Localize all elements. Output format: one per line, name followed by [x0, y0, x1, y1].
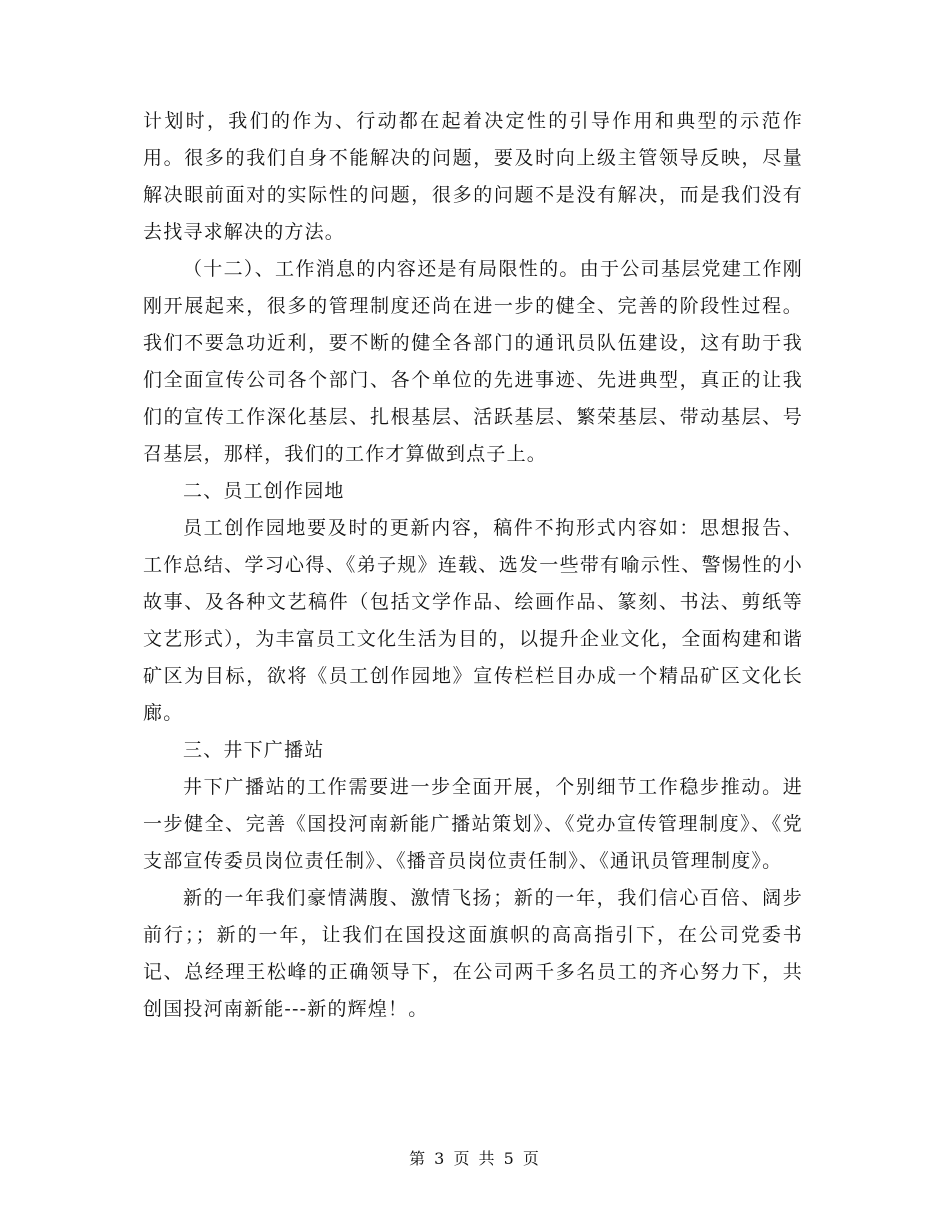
- section-heading-employee-creation: 二、员工创作园地: [183, 480, 345, 502]
- document-body: [143, 103, 803, 1028]
- section-heading-underground-broadcast: 三、井下广播站: [183, 739, 325, 761]
- paragraph-underground-broadcast: 井下广播站的工作需要进一步全面开展，个别细节工作稳步推动。进一步健全、完善《国投河南新能广播站策划》、《党办宣传管理制度》、《党支部宣传委员岗位责任制》、《播音员岗位责任制》、《通讯员管理制度》。: [143, 776, 803, 872]
- paragraph-closing: 新的一年我们豪情满腹、激情飞扬；新的一年，我们信心百倍、阔步前行；；新的一年，让我们在国投这面旗帜的高高指引下，在公司党委书记、总经理王松峰的正确领导下，在公司两千多名员工的齐心努力下，共创国投河南新能---新的辉煌！。: [143, 887, 803, 1020]
- paragraph-continuation: 计划时，我们的作为、行动都在起着决定性的引导作用和典型的示范作用。很多的我们自身不能解决的问题，要及时向上级主管领导反映，尽量解决眼前面对的实际性的问题，很多的问题不是没有解决，而是我们没有去找寻求解决的方法。: [143, 110, 803, 243]
- paragraph-employee-creation: 员工创作园地要及时的更新内容，稿件不拘形式内容如：思想报告、工作总结、学习心得、《弟子规》连载、选发一些带有喻示性、警惕性的小故事、及各种文艺稿件（包括文学作品、绘画作品、篆刻、书法、剪纸等文艺形式），为丰富员工文化生活为目的，以提升企业文化，全面构建和谐矿区为目标，欲将《员工创作园地》宣传栏栏目办成一个精品矿区文化长廊。: [143, 517, 803, 724]
- paragraph-item-twelve: （十二）、工作消息的内容还是有局限性的。由于公司基层党建工作刚刚开展起来，很多的管理制度还尚在进一步的健全、完善的阶段性过程。我们不要急功近利，要不断的健全各部门的通讯员队伍建设，这有助于我们全面宣传公司各个部门、各个单位的先进事迹、先进典型，真正的让我们的宣传工作深化基层、扎根基层、活跃基层、繁荣基层、带动基层、号召基层，那样，我们的工作才算做到点子上。: [143, 258, 803, 465]
- page-number-footer: 第 3 页 共 5 页: [409, 1149, 541, 1168]
